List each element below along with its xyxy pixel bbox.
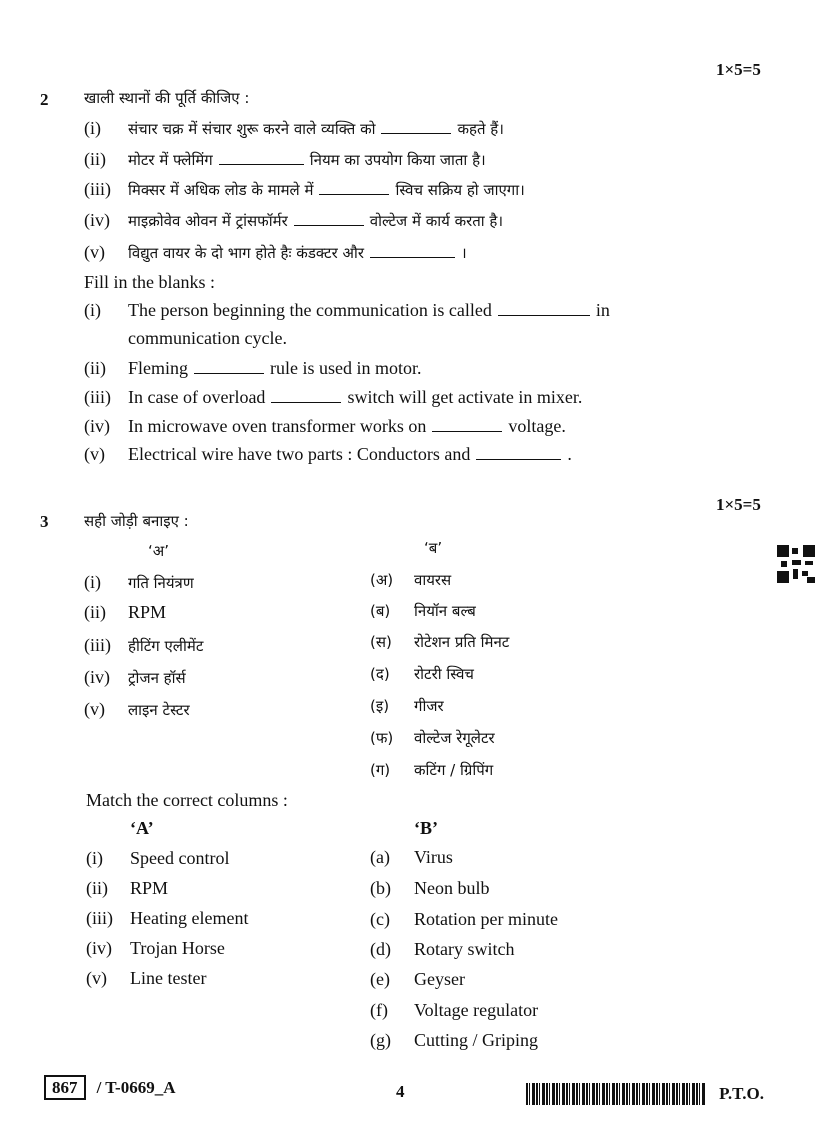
- item-text: संचार चक्र में संचार शुरू करने वाले व्यक्ति को: [128, 120, 376, 138]
- item-text-after: voltage.: [508, 416, 566, 436]
- item-text: Electrical wire have two parts : Conductors and: [128, 444, 471, 464]
- blank-line: [294, 225, 364, 226]
- item-text: Rotary switch: [414, 939, 515, 959]
- item-number: (i): [84, 572, 101, 592]
- q2-hindi-item: [84, 210, 503, 231]
- q2-hindi-title: खाली स्थानों की पूर्ति कीजिए :: [84, 89, 250, 107]
- item-text: हीटिंग एलीमेंट: [128, 637, 204, 655]
- item-text-after: .: [567, 444, 572, 464]
- item-number: (iv): [84, 667, 110, 687]
- item-text: Line tester: [130, 968, 207, 988]
- item-text: नियॉन बल्ब: [414, 602, 476, 620]
- item-number: (i): [84, 300, 101, 320]
- item-text-after: नियम का उपयोग किया जाता है।: [309, 151, 486, 169]
- item-text: Cutting / Griping: [414, 1030, 539, 1050]
- item-text: Geyser: [414, 969, 465, 989]
- item-number: (iv): [84, 416, 110, 436]
- item-number: (g): [370, 1030, 391, 1050]
- q2-english-item: [84, 444, 572, 465]
- paper-code-box: 867: [44, 1075, 86, 1100]
- blank-line: [219, 164, 304, 165]
- footer-right: [526, 1083, 764, 1105]
- item-number: (iii): [84, 179, 111, 199]
- item-number: (e): [370, 969, 390, 989]
- match-item: [370, 760, 493, 780]
- item-number: (b): [370, 878, 391, 898]
- item-text: गीजर: [414, 697, 444, 715]
- item-text: In case of overload: [128, 387, 266, 407]
- q2-english-item: [84, 387, 582, 408]
- item-text-after: ।: [460, 244, 467, 262]
- match-item: [86, 908, 248, 929]
- match-item: [370, 570, 451, 590]
- q3-hindi-col-a-header: ‘अ’: [148, 542, 169, 560]
- item-number: (c): [370, 909, 390, 929]
- item-text: Neon bulb: [414, 878, 490, 898]
- item-number: (स): [370, 633, 392, 651]
- item-text: Rotation per minute: [414, 909, 558, 929]
- blank-line: [271, 402, 341, 403]
- q3-hindi-col-b-header: ‘ब’: [424, 539, 443, 557]
- match-item: [86, 848, 229, 869]
- item-number: (ii): [84, 602, 106, 622]
- item-number: (d): [370, 939, 391, 959]
- match-item: [84, 635, 203, 656]
- match-item: [86, 878, 168, 899]
- item-text: विद्युत वायर के दो भाग होते हैः कंडक्टर और: [128, 244, 364, 262]
- item-number: (v): [84, 242, 105, 262]
- item-number: (iv): [86, 938, 112, 958]
- item-text: Trojan Horse: [130, 938, 225, 958]
- match-item: [370, 728, 495, 748]
- item-text: Speed control: [130, 848, 230, 868]
- item-number: (फ): [370, 729, 394, 747]
- item-text: Virus: [414, 847, 453, 867]
- q2-english-item-continued: communication cycle.: [128, 328, 287, 348]
- qr-code-icon: [777, 545, 815, 583]
- item-number: (f): [370, 1000, 388, 1020]
- item-number: (v): [84, 444, 105, 464]
- q3-marks: 1×5=5: [716, 495, 761, 514]
- item-number: (ii): [86, 878, 108, 898]
- item-text-after: switch will get activate in mixer.: [347, 387, 583, 407]
- barcode-icon: [526, 1083, 706, 1105]
- q3-hindi-title: सही जोड़ी बनाइए :: [84, 512, 189, 530]
- item-text: मिक्सर में अधिक लोड के मामले में: [128, 181, 314, 199]
- item-number: (iii): [86, 908, 113, 928]
- match-item: [370, 632, 509, 652]
- match-item: [84, 667, 186, 688]
- item-number: (v): [84, 699, 105, 719]
- q3-english-col-a-header: ‘A’: [130, 818, 154, 838]
- item-number: (द): [370, 665, 390, 683]
- item-number: (i): [86, 848, 103, 868]
- item-text: RPM: [128, 602, 167, 622]
- match-item: [370, 601, 476, 621]
- q2-english-item: [84, 416, 566, 437]
- item-number: (iii): [84, 387, 111, 407]
- blank-line: [319, 194, 389, 195]
- pto-label: P.T.O.: [719, 1084, 764, 1103]
- q2-hindi-item: [84, 179, 525, 200]
- match-item: [370, 1030, 538, 1051]
- item-number: (v): [86, 968, 107, 988]
- q2-marks: 1×5=5: [716, 60, 761, 79]
- match-item: [370, 939, 515, 960]
- item-number: (इ): [370, 697, 390, 715]
- item-number: (iv): [84, 210, 110, 230]
- blank-line: [194, 373, 264, 374]
- item-text-after: स्विच सक्रिय हो जाएगा।: [395, 181, 525, 199]
- match-item: [86, 938, 225, 959]
- blank-line: [370, 257, 455, 258]
- item-text: Voltage regulator: [414, 1000, 539, 1020]
- blank-line: [476, 459, 561, 460]
- blank-line: [498, 315, 590, 316]
- match-item: [370, 909, 558, 930]
- match-item: [84, 602, 166, 623]
- item-number: (अ): [370, 571, 394, 589]
- q3-number: 3: [40, 512, 49, 531]
- q2-english-item: [84, 300, 610, 321]
- match-item: [370, 664, 474, 684]
- match-item: [86, 968, 206, 989]
- page-number: 4: [396, 1082, 405, 1101]
- item-number: (iii): [84, 635, 111, 655]
- item-number: (ii): [84, 358, 106, 378]
- item-number: (a): [370, 847, 390, 867]
- match-item: [370, 847, 453, 868]
- match-item: [84, 699, 190, 720]
- item-text: लाइन टेस्टर: [128, 701, 190, 719]
- match-item: [370, 1000, 538, 1021]
- match-item: [370, 878, 490, 899]
- match-item: [84, 572, 194, 593]
- q2-hindi-item: [84, 118, 504, 139]
- q2-hindi-item: [84, 242, 467, 263]
- blank-line: [432, 431, 502, 432]
- paper-code: [44, 1078, 175, 1098]
- item-text-after: कहते हैं।: [457, 120, 504, 138]
- q2-hindi-item: [84, 149, 486, 170]
- item-text: RPM: [130, 878, 169, 898]
- match-item: [370, 969, 465, 990]
- match-item: [370, 696, 444, 716]
- item-text-after: वोल्टेज में कार्य करता है।: [369, 212, 504, 230]
- item-text: Fleming: [128, 358, 189, 378]
- item-text: माइक्रोवेव ओवन में ट्रांसफॉर्मर: [128, 212, 288, 230]
- q3-english-title: Match the correct columns :: [86, 790, 288, 810]
- q2-number: 2: [40, 90, 49, 109]
- q2-english-item: [84, 358, 422, 379]
- item-text-after: in: [595, 300, 610, 320]
- item-number: (ब): [370, 602, 391, 620]
- item-text: Heating element: [130, 908, 249, 928]
- item-text: कटिंग / ग्रिपिंग: [414, 761, 494, 779]
- item-text: गति नियंत्रण: [128, 574, 194, 592]
- item-text: वायरस: [414, 571, 452, 589]
- q2-english-title: Fill in the blanks :: [84, 272, 216, 292]
- item-text: रोटरी स्विच: [414, 665, 474, 683]
- blank-line: [381, 133, 451, 134]
- item-number: (ग): [370, 761, 391, 779]
- item-number: (ii): [84, 149, 106, 169]
- item-text: मोटर में फ्लेमिंग: [128, 151, 213, 169]
- paper-code-rest: / T-0669_A: [96, 1078, 176, 1097]
- item-text: वोल्टेज रेगूलेटर: [414, 729, 495, 747]
- item-text: The person beginning the communication is called: [128, 300, 492, 320]
- item-number: (i): [84, 118, 101, 138]
- item-text-after: rule is used in motor.: [270, 358, 422, 378]
- item-text: ट्रोजन हॉर्स: [128, 669, 186, 687]
- item-text: रोटेशन प्रति मिनट: [414, 633, 510, 651]
- item-text: In microwave oven transformer works on: [128, 416, 427, 436]
- q3-english-col-b-header: ‘B’: [414, 818, 438, 838]
